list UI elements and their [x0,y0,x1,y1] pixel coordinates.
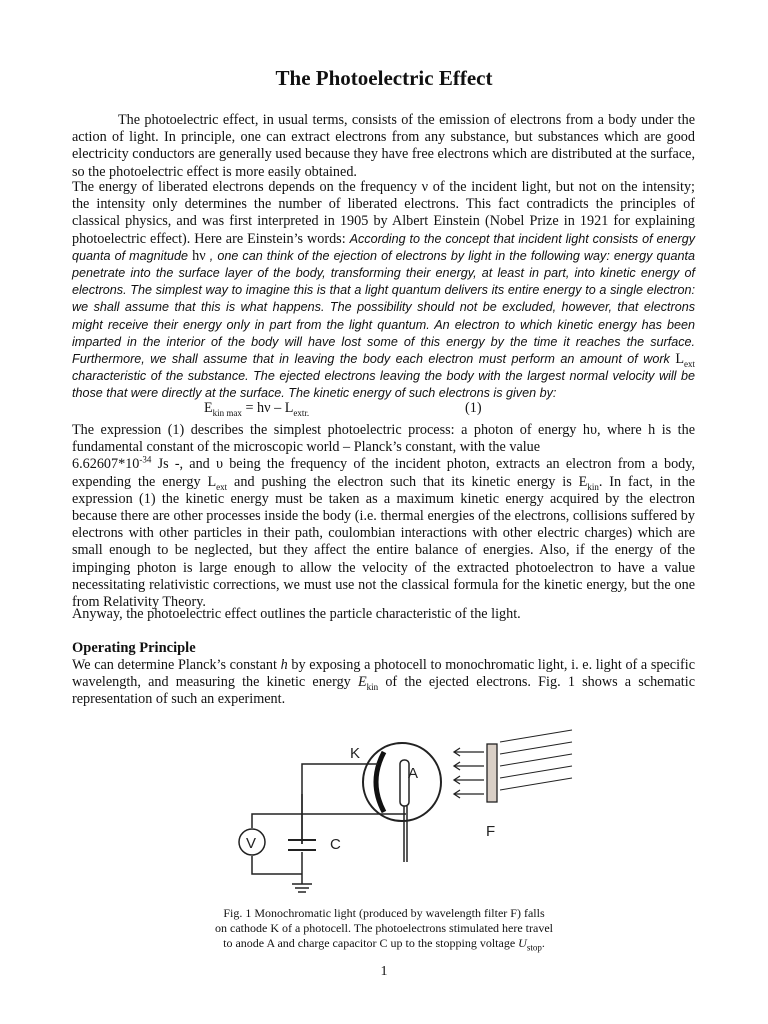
formula-number: (1) [465,400,482,416]
incoming-light-lines [500,730,572,790]
caption-line-2: on cathode K of a photocell. The photoelectrons stimulated here travel [215,921,553,935]
expression-paragraph [72,422,695,611]
caption-line-3a: to anode A and charge capacitor C up to the stopping voltage [223,936,519,950]
wire-top [302,764,378,844]
expr-e: . In fact, in the expression (1) the kinetic energy must be taken as a maximum kinetic energy acquired by the electron because there are other processes inside the body (i.e. thermal energies of the electrons, collisions suffered by electrons with other particles in their path, coulombian interactions with other electric charges) which are small enough to be neglected, but they affect the entire balance of energies. Also, if the energy of the impinging photon is large enough to allow the velocity of the extracted photoelectron to have a value necessitating relativistic corrections, we must use not the classical formula for the kinetic energy, but the one from Relativity Theory. [72,473,695,611]
label-A: A [408,765,419,782]
label-F: F [486,823,496,840]
operating-paragraph [72,657,695,709]
label-C: C [330,836,341,853]
op-E-sub: kin [366,682,379,693]
expr-c: Js -, and υ being the frequency of the incident photon, extracts an electron from a body, expending the energy L [72,456,695,490]
label-K: K [350,745,361,762]
formula-mid: = hν – L [241,400,294,416]
caption-U-sub: stop [526,942,542,953]
label-V: V [246,835,257,852]
op-a: We can determine Planck’s constant [72,657,281,673]
caption-U: U [518,936,527,950]
einstein-quote-hv: hν [187,247,210,264]
caption-line-3 [184,936,584,951]
einstein-paragraph [72,179,695,403]
anyway-paragraph: Anyway, the photoelectric effect outlines the particle characteristic of the light. [72,606,521,622]
einstein-quote-L: L [675,351,684,368]
op-b: by exposing a photocell to monochromatic light, i. e. light of a specific wavelength, and measuring the kinetic energy [72,657,696,691]
expr-b-sup: -34 [139,454,152,465]
einstein-quote-L-sub: ext [684,358,695,369]
formula-E-sub: kin max [212,407,242,418]
expr-d: and pushing the electron such that its kinetic energy is E [227,473,588,490]
formula-1 [204,400,482,418]
page-title: The Photoelectric Effect [275,66,493,90]
einstein-quote-c: characteristic of the substance. The ejected electrons leaving the body with the largest normal velocity will be those that were directly at the surface. The kinetic energy of such electrons is given by: [72,369,695,401]
figure-caption [184,906,584,951]
op-E: E [357,674,367,691]
expr-c-sub: ext [216,481,228,492]
expr-b: 6.62607*10 [72,456,140,473]
expr-a: The expression (1) describes the simplest photoelectric process: a photon of energy hυ, where h is the fundamental constant of the microscopic world – Planck’s constant, with the value [72,422,695,456]
wavelength-filter [487,744,497,802]
page-number: 1 [380,964,388,979]
formula-L-sub: extr. [293,407,310,418]
op-c: of the ejected electrons. Fig. 1 shows a schematic representation of such an experiment. [72,674,695,708]
light-arrows [454,748,484,798]
expr-d-sub: kin [587,481,599,492]
cathode-plate [376,752,384,812]
caption-line-1: Fig. 1 Monochromatic light (produced by wavelength filter F) falls [223,906,545,920]
einstein-lead: The energy of liberated electrons depends on the frequency ν of the incident light, but not on the intensity; the intensity only determines the number of liberated electrons. This fact contradicts the principles of classical physics, and was first interpreted in 1905 by Albert Einstein (Nobel Prize in 1921 for explaining photoelectric effect). Here are Einstein’s words: [72,179,695,247]
einstein-quote-b: , one can think of the ejection of electrons by light in the following way: energy quanta penetrate into the surface layer of the body, transforming their energy, at least in part, into kinetic energy of electrons. The simplest way to imagine this is that a light quantum delivers its entire energy to a single electron: we shall assume that this is what happens. The possibility should not be excluded, however, that electrons might receive their energy only in part from the light quantum. An electron to which kinetic energy has been imparted in the interior of the body will have lost some of this energy by the time it reaches the surface. Furthermore, we shall assume that in leaving the body each electron must perform an amount of work [72,248,695,367]
photocell-figure [222,724,582,904]
formula-E: E [204,400,213,416]
operating-principle-heading: Operating Principle [72,640,196,656]
op-h: h [280,657,288,673]
wire-bottom-left [252,856,302,874]
intro-paragraph: The photoelectric effect, in usual terms, consists of the emission of electrons from a body under the action of light. In principle, one can extract electrons from any substance, but substances which are good electricity conductors are generally used because they have free electrons which are distributed at the surface, so the photoelectric effect is more easily obtained. [72,112,695,180]
caption-line-3b: . [541,936,545,950]
einstein-quote-a: According to the concept that incident light consists of energy quanta of magnitude [72,231,695,263]
